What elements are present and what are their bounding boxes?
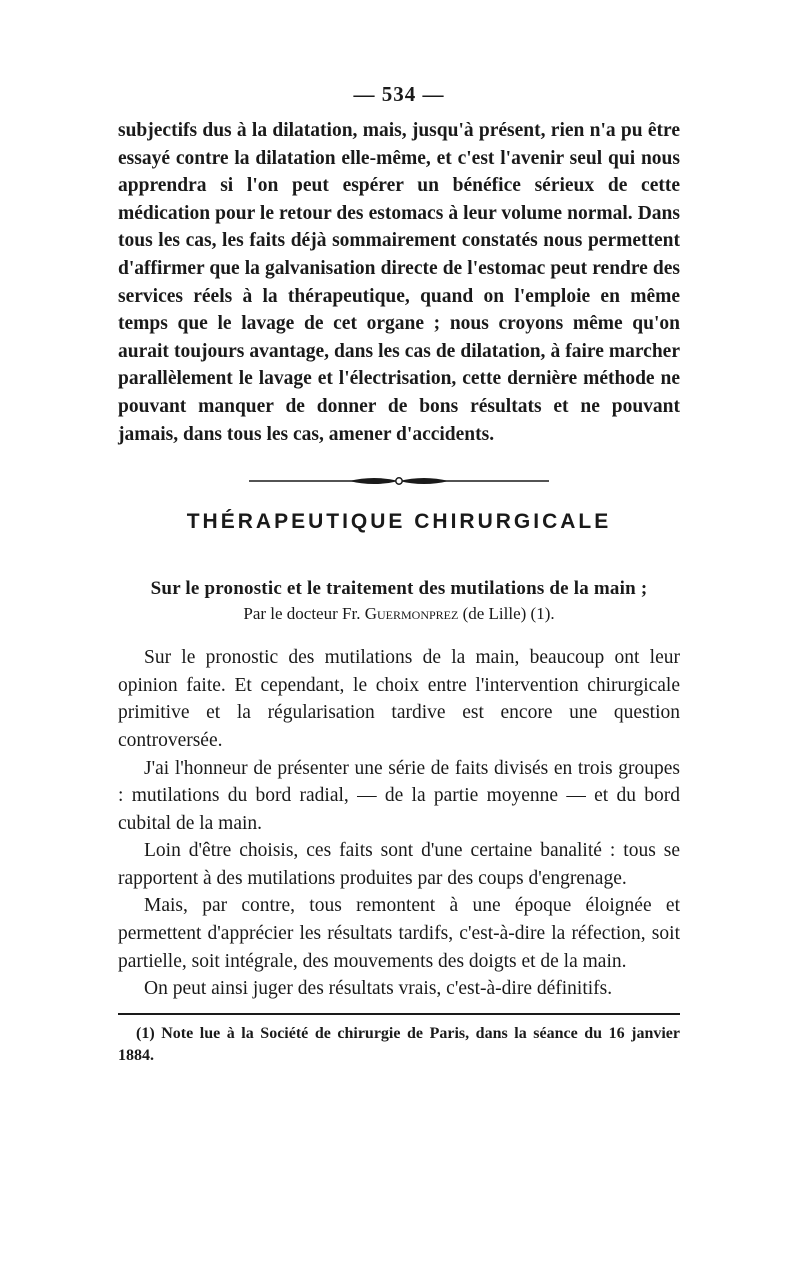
page [118,82,680,1067]
article-title: Sur le pronostic et le traitement des mutilations de la main ; [150,578,648,600]
byline [118,604,680,624]
article-paragraph: J'ai l'honneur de présenter une série de faits divisés en trois groupes : mutilations du bord radial, — de la partie moyenne — et du bord cubital de la main. [118,757,680,834]
intro-paragraph: subjectifs dus à la dilatation, mais, jusqu'à présent, rien n'a pu être essayé contre la dilatation elle-même, et c'est l'avenir seul qui nous apprendra si l'on peut espérer un bénéfice sérieux de cette médication pour le retour des estomacs à leur volume normal. Dans tous les cas, les faits déjà sommairement constatés nous permettent d'affirmer que la galvanisation directe de l'estomac peut rendre des services réels à la thérapeutique, quand on l'emploie en même temps que le lavage de cet organe ; nous croyons même qu'on aurait toujours avantage, dans les cas de dilatation, à faire marcher parallèlement le lavage et l'électrisation, cette dernière méthode ne pouvant manquer de donner de bons résultats et ne pouvant jamais, dans tous les cas, amener d'accidents. [118,120,680,445]
article-paragraph: Loin d'être choisis, ces faits sont d'une certaine banalité : tous se rapportent à des mutilations produites par des coups d'engrenage. [118,840,680,889]
ornament-divider-icon [249,474,549,488]
article-paragraph: Mais, par contre, tous remontent à une époque éloignée et permettent d'apprécier les résultats tardifs, c'est-à-dire la réfection, soit partielle, soit intégrale, des mouvements des doigts et de la main. [118,895,680,972]
article-paragraph: On peut ainsi juger des résultats vrais, c'est-à-dire définitifs. [144,978,613,1000]
page-number: — 534 — [353,82,445,106]
byline-author: Guermonprez [364,604,459,624]
article-paragraph: Sur le pronostic des mutilations de la main, beaucoup ont leur opinion faite. Et cependant, le choix entre l'intervention chirurgicale primitive et la régularisation tardive est encore une question controversée. [118,647,680,751]
byline-suffix: (de Lille) (1). [458,604,555,624]
footnote: (1) Note lue à la Société de chirurgie de Paris, dans la séance du 16 janvier 1884. [118,1024,680,1064]
footnote-rule [118,1013,680,1015]
byline-prefix: Par le docteur Fr. [243,604,365,624]
section-heading: THÉRAPEUTIQUE CHIRURGICALE [186,510,612,534]
